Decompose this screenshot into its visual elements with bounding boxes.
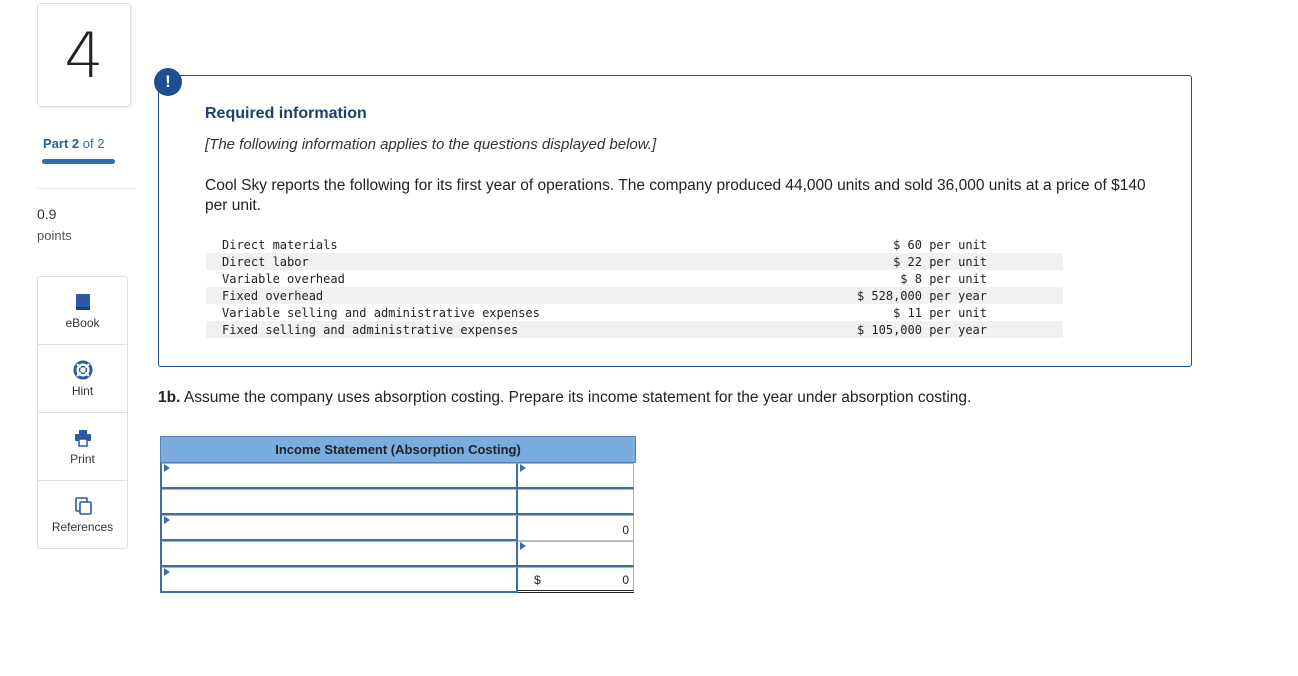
- cost-label: Fixed overhead: [222, 288, 324, 303]
- question-text: [158, 389, 971, 407]
- hint-label: Hint: [71, 383, 94, 398]
- question-body: Assume the company uses absorption costing. Prepare its income statement for the year under absorption costing.: [180, 389, 972, 406]
- table-row: [206, 321, 1063, 338]
- cost-value: $ 528,000 per year: [856, 288, 987, 303]
- print-button[interactable]: [38, 413, 127, 481]
- statement-amount-cell[interactable]: [518, 489, 634, 515]
- question-number-label: 1b.: [158, 389, 181, 406]
- dropdown-marker-icon: [164, 568, 170, 576]
- statement-label-cell[interactable]: [162, 567, 518, 593]
- statement-amount: 0: [622, 573, 629, 587]
- statement-amount-cell[interactable]: [518, 541, 634, 567]
- copy-icon: [73, 496, 93, 516]
- tool-panel: [37, 276, 128, 549]
- statement-amount: 0: [622, 523, 629, 537]
- dollar-sign: $: [534, 573, 541, 587]
- part-total: of 2: [82, 136, 105, 151]
- statement-label-cell[interactable]: [162, 489, 518, 515]
- ebook-label: eBook: [65, 315, 100, 330]
- part-label: Part: [43, 136, 69, 151]
- table-row: [206, 270, 1063, 287]
- required-info-note: [The following information applies to the questions displayed below.]: [205, 136, 657, 153]
- print-label: Print: [70, 451, 95, 466]
- cost-label: Variable overhead: [222, 271, 345, 286]
- hint-button[interactable]: [38, 345, 127, 413]
- lifebuoy-icon: [73, 360, 93, 380]
- printer-icon: [73, 428, 93, 448]
- statement-row: [160, 567, 636, 593]
- divider: [37, 188, 135, 189]
- statement-row: [160, 463, 636, 489]
- statement-amount-cell: [518, 515, 634, 541]
- statement-label-cell[interactable]: [162, 463, 518, 489]
- table-row: [206, 253, 1063, 270]
- cost-value: $ 60 per unit: [893, 237, 987, 252]
- book-icon: [73, 292, 93, 312]
- statement-label-cell[interactable]: [162, 515, 518, 541]
- statement-row: [160, 515, 636, 541]
- part-current: 2: [71, 136, 80, 151]
- cost-value: $ 11 per unit: [893, 305, 987, 320]
- statement-amount-cell[interactable]: [518, 463, 634, 489]
- cost-value: $ 105,000 per year: [856, 322, 987, 337]
- cost-label: Direct labor: [222, 254, 309, 269]
- part-progress-bar: [42, 159, 115, 164]
- ebook-button[interactable]: [38, 277, 127, 345]
- points-value: 0.9: [37, 206, 57, 222]
- table-row: [206, 287, 1063, 304]
- cost-value: $ 22 per unit: [893, 254, 987, 269]
- alert-icon: !: [154, 68, 182, 96]
- statement-total-cell: [518, 567, 634, 593]
- dropdown-marker-icon: [164, 516, 170, 524]
- income-statement-grid: [160, 436, 636, 593]
- table-row: [206, 236, 1063, 253]
- dropdown-marker-icon: [520, 464, 526, 472]
- references-label: References: [51, 519, 114, 534]
- references-button[interactable]: [38, 481, 127, 548]
- cost-label: Direct materials: [222, 237, 338, 252]
- problem-intro: Cool Sky reports the following for its first year of operations. The company produced 44,000 units and sold 36,000 units at a price of $140 per unit.: [205, 177, 1146, 214]
- statement-row: [160, 541, 636, 567]
- points-label: points: [37, 228, 72, 243]
- income-statement-header: Income Statement (Absorption Costing): [160, 436, 636, 463]
- required-info-title: Required information: [205, 105, 367, 122]
- statement-label-cell[interactable]: [162, 541, 518, 567]
- table-row: [206, 304, 1063, 321]
- dropdown-marker-icon: [164, 464, 170, 472]
- question-number: 4: [37, 3, 131, 107]
- statement-row: [160, 489, 636, 515]
- cost-label: Variable selling and administrative expenses: [222, 305, 540, 320]
- dropdown-marker-icon: [520, 542, 526, 550]
- part-indicator: [43, 136, 104, 151]
- cost-label: Fixed selling and administrative expenses: [222, 322, 519, 337]
- cost-data-table: [206, 236, 1063, 338]
- cost-value: $ 8 per unit: [900, 271, 987, 286]
